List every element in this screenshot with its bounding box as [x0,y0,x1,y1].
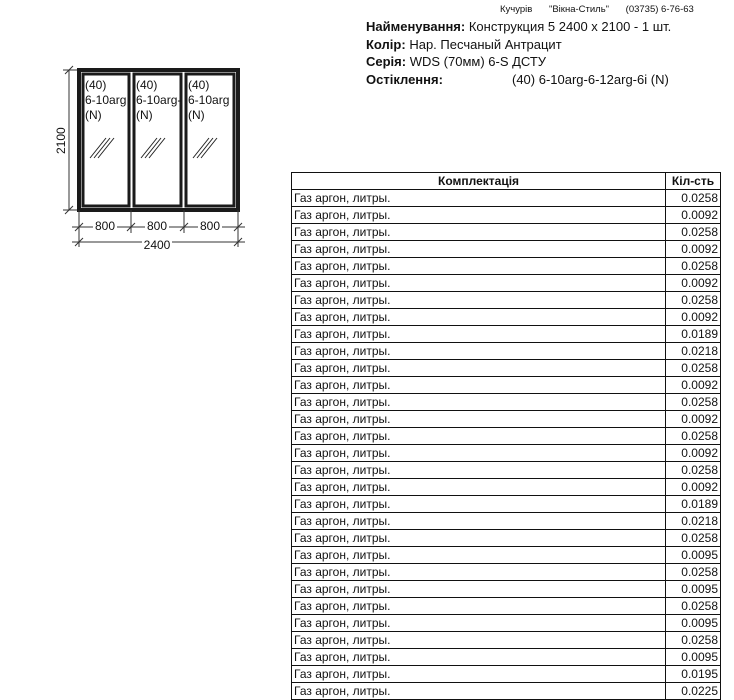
color-label: Колір: [366,36,406,52]
component-qty: 0.0258 [666,428,721,445]
glass-reflection-icon [90,138,217,158]
component-name: Газ аргон, литры. [292,615,666,632]
name-value: Конструкция 5 2400 х 2100 - 1 шт. [468,19,672,34]
component-qty: 0.0095 [666,649,721,666]
sash-2-line2: 6-10arg- [136,93,182,107]
table-row [292,666,721,683]
component-name: Газ аргон, литры. [292,445,666,462]
component-qty: 0.0092 [666,309,721,326]
component-name: Газ аргон, литры. [292,496,666,513]
component-name: Газ аргон, литры. [292,649,666,666]
series-row [366,53,671,71]
component-qty: 0.0258 [666,462,721,479]
component-qty: 0.0092 [666,411,721,428]
table-row [292,496,721,513]
component-qty: 0.0092 [666,207,721,224]
component-name: Газ аргон, литры. [292,224,666,241]
series-value: WDS (70мм) 6-S ДСТУ [409,54,547,69]
name-row [366,18,671,36]
sash-3-line2: 6-10arg [188,93,230,107]
component-name: Газ аргон, литры. [292,377,666,394]
glazing-value: (40) 6-10arg-6-12arg-6i (N) [512,71,669,87]
component-name: Газ аргон, литры. [292,564,666,581]
component-name: Газ аргон, литры. [292,411,666,428]
component-qty: 0.0095 [666,581,721,598]
sash-1-line1: (40) [85,78,107,92]
header-contact [500,4,708,15]
component-qty: 0.0258 [666,292,721,309]
component-qty: 0.0092 [666,241,721,258]
product-info [366,18,671,88]
component-qty: 0.0092 [666,479,721,496]
component-qty: 0.0258 [666,530,721,547]
component-name: Газ аргон, литры. [292,479,666,496]
table-row [292,224,721,241]
component-qty: 0.0258 [666,564,721,581]
table-row [292,326,721,343]
component-name: Газ аргон, литры. [292,462,666,479]
component-qty: 0.0258 [666,190,721,207]
component-name: Газ аргон, литры. [292,326,666,343]
glazing-label: Остіклення: [366,71,443,87]
table-row [292,479,721,496]
component-qty: 0.0189 [666,326,721,343]
color-value: Нар. Песчаный Антрацит [409,36,562,52]
component-name: Газ аргон, литры. [292,530,666,547]
component-name: Газ аргон, литры. [292,632,666,649]
component-name: Газ аргон, литры. [292,581,666,598]
component-name: Газ аргон, литры. [292,547,666,564]
table-row [292,683,721,700]
component-name: Газ аргон, литры. [292,360,666,377]
table-row [292,428,721,445]
component-name: Газ аргон, литры. [292,309,666,326]
component-name: Газ аргон, литры. [292,513,666,530]
component-name: Газ аргон, литры. [292,683,666,700]
table-row [292,530,721,547]
component-name: Газ аргон, литры. [292,428,666,445]
height-dim-label: 2100 [54,127,68,154]
table-row [292,377,721,394]
cut-off-text [366,84,526,87]
component-qty: 0.0218 [666,513,721,530]
sash-2-width: 800 [146,219,168,233]
name-label: Найменування: [366,19,466,34]
component-name: Газ аргон, литры. [292,275,666,292]
component-qty: 0.0195 [666,666,721,683]
window-drawing [50,62,250,257]
component-qty: 0.0218 [666,343,721,360]
header-phone: (03735) 6-76-63 [625,4,694,15]
table-row [292,394,721,411]
component-name: Газ аргон, литры. [292,190,666,207]
table-row [292,581,721,598]
component-name: Газ аргон, литры. [292,207,666,224]
table-row [292,190,721,207]
table-row [292,462,721,479]
header-city: Кучурів [500,4,533,15]
series-label: Серія: [366,54,407,69]
component-name: Газ аргон, литры. [292,241,666,258]
sash-1-line3: (N) [85,108,102,122]
component-qty: 0.0225 [666,683,721,700]
table-row [292,309,721,326]
component-name: Газ аргон, литры. [292,666,666,683]
component-name: Газ аргон, литры. [292,258,666,275]
component-qty: 0.0258 [666,598,721,615]
table-row [292,513,721,530]
component-name: Газ аргон, литры. [292,343,666,360]
table-row [292,207,721,224]
table-row [292,598,721,615]
table-row [292,632,721,649]
table-row [292,360,721,377]
table-row [292,547,721,564]
table-row [292,615,721,632]
component-qty: 0.0095 [666,615,721,632]
component-qty: 0.0092 [666,445,721,462]
table-row [292,258,721,275]
component-name: Газ аргон, литры. [292,394,666,411]
component-qty: 0.0258 [666,632,721,649]
table-row [292,275,721,292]
table-row [292,445,721,462]
component-qty: 0.0258 [666,394,721,411]
sash-3-line1: (40) [188,78,210,92]
total-width: 2400 [143,238,171,252]
table-row [292,343,721,360]
header-components: Комплектація [292,173,666,190]
component-qty: 0.0095 [666,547,721,564]
component-qty: 0.0258 [666,258,721,275]
component-name: Газ аргон, литры. [292,598,666,615]
table-row [292,411,721,428]
table-row [292,241,721,258]
component-name: Газ аргон, литры. [292,292,666,309]
header-qty: Кіл-сть [666,173,721,190]
table-row [292,564,721,581]
sash-1-line2: 6-10arg [85,93,127,107]
sash-2-line1: (40) [136,78,158,92]
component-qty: 0.0189 [666,496,721,513]
table-header [292,173,721,190]
table-row [292,292,721,309]
components-table [291,172,721,700]
component-qty: 0.0092 [666,377,721,394]
table-row [292,649,721,666]
color-row [366,36,671,54]
component-qty: 0.0092 [666,275,721,292]
sash-1-width: 800 [94,219,116,233]
sash-3-line3: (N) [188,108,205,122]
sash-3-width: 800 [199,219,221,233]
sash-2-line3: (N) [136,108,153,122]
component-qty: 0.0258 [666,224,721,241]
header-company: "Вікна-Стиль" [548,4,610,15]
component-qty: 0.0258 [666,360,721,377]
